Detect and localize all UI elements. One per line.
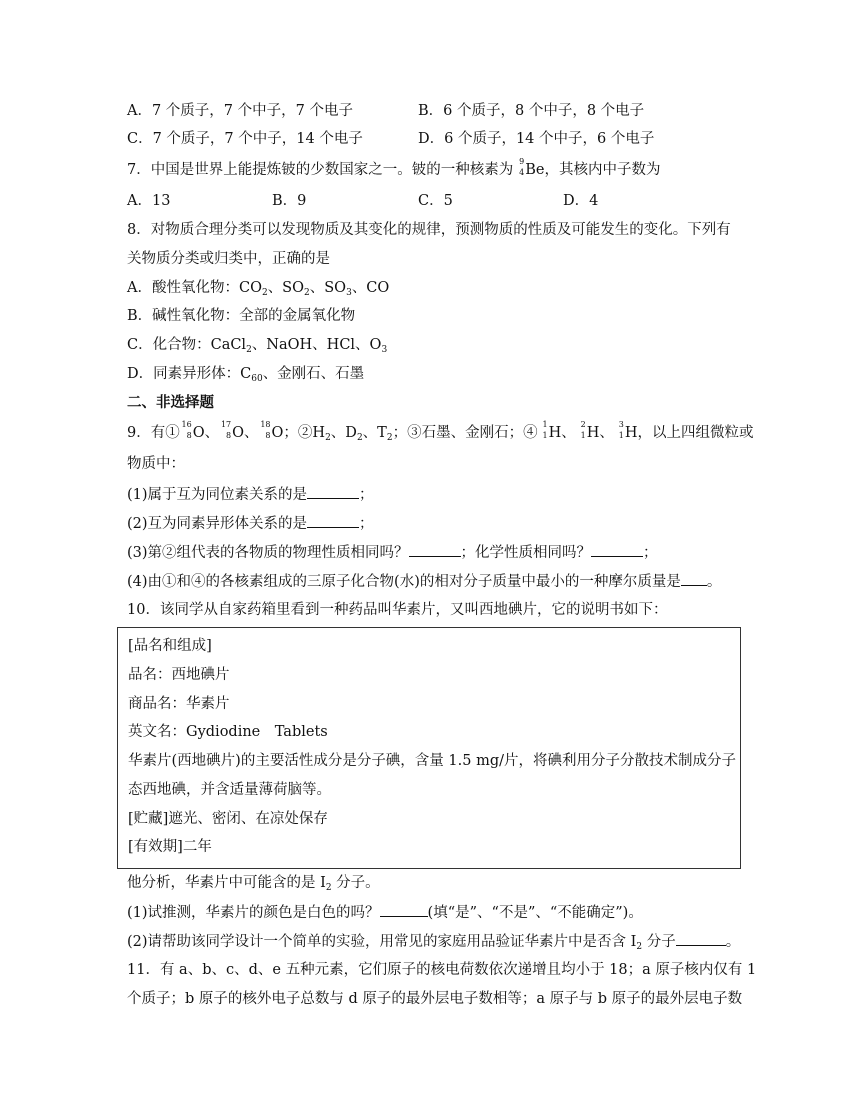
q8-a-text: 、SO: [309, 280, 347, 296]
q9-sub3: [127, 542, 658, 563]
answer-blank[interactable]: [676, 931, 726, 946]
answer-blank[interactable]: [591, 542, 643, 557]
subscript: 2: [246, 345, 252, 355]
q8-option-d: [127, 364, 364, 384]
mass-number: 2: [580, 420, 586, 429]
mass-number: 17: [220, 420, 232, 429]
q10-sub1-text: (1)试推测，华素片的颜色是白色的吗？: [127, 905, 380, 921]
q6-option-b: B．6 个质子，8 个中子，8 个电子: [418, 103, 645, 119]
nuclide-be: [519, 157, 545, 180]
q9-sub3-text: (3)第②组代表的各物质的物理性质相同吗？: [127, 545, 409, 561]
q8-d-text: 、金刚石、石墨: [262, 366, 365, 382]
box-line: 华素片(西地碘片)的主要活性成分是分子碘，含量 1.5 mg/片，将碘利用分子分散技术制成分子: [128, 753, 737, 769]
box-line: 商品名：华素片: [128, 696, 230, 712]
separator: 、: [599, 425, 614, 441]
box-line: [贮藏]遮光、密闭、在凉处保存: [128, 811, 328, 827]
q8-option-a: [127, 278, 389, 298]
subscript: 2: [356, 433, 363, 443]
subscript: 2: [636, 942, 643, 952]
q10-sub1: [127, 902, 643, 923]
element-symbol: O: [192, 425, 205, 441]
subscript: 60: [251, 374, 263, 384]
q9-sub1-text: (1)属于互为同位素关系的是: [127, 487, 308, 503]
q10-stem: 10．该同学从自家药箱里看到一种药品叫华素片，又叫西地碘片，它的说明书如下：: [127, 602, 668, 618]
q9-text: 、D: [330, 425, 357, 441]
q9-sub2-text: (2)互为同素异形体关系的是: [127, 516, 308, 532]
q9-sub4: [127, 571, 721, 592]
q8-c-text: 、NaOH、HCl、O: [251, 337, 382, 353]
box-line: [品名和组成]: [128, 638, 212, 654]
box-line: [有效期]二年: [128, 839, 212, 855]
q10-analysis-text: 分子。: [331, 875, 380, 891]
answer-blank[interactable]: [307, 513, 359, 528]
element-symbol: O: [232, 425, 245, 441]
q7-option-d: D．4: [563, 193, 599, 209]
q9-sub2: [127, 513, 374, 534]
subscript: 3: [346, 288, 352, 298]
q10-analysis: [127, 873, 380, 893]
subscript: 2: [261, 288, 268, 298]
mass-number: 1: [542, 420, 548, 429]
atomic-number: 8: [186, 431, 192, 440]
atomic-number: 8: [226, 431, 232, 440]
q9-sub1: [127, 484, 374, 505]
q9-sub4-end: 。: [706, 574, 722, 590]
section-heading: 二、非选择题: [127, 394, 214, 411]
q7-option-b: B．9: [272, 193, 307, 209]
q7-option-a: A．13: [127, 193, 171, 209]
element-symbol: H: [548, 425, 562, 441]
q9-stem-line2: 物质中：: [127, 456, 185, 472]
q9-stem: [127, 420, 754, 443]
element-symbol: Be: [525, 162, 545, 178]
separator: 、: [204, 425, 220, 441]
atomic-number: 1: [542, 431, 548, 440]
q7-stem-tail: ，其核内中子数为: [544, 162, 661, 178]
nuclide-o16: [181, 420, 205, 443]
element-symbol: H: [586, 425, 600, 441]
q8-a-text: 、SO: [267, 280, 305, 296]
q9-text: 9．有①: [127, 425, 180, 441]
q8-stem-line1: 8．对物质合理分类可以发现物质及其变化的规律，预测物质的性质及可能发生的变化。下列有: [127, 222, 731, 238]
box-line: 品名：西地碘片: [128, 667, 230, 683]
subscript: 2: [386, 433, 393, 443]
q11-line1: 11．有 a、b、c、d、e 五种元素，它们原子的核电荷数依次递增且均小于 18；a 原子核内仅有 1: [127, 962, 757, 978]
box-line: 英文名：Gydiodine Tablets: [128, 724, 328, 740]
separator: 、: [561, 425, 576, 441]
q6-option-c: C．7 个质子，7 个中子，14 个电子: [127, 131, 363, 147]
q8-a-text: A．酸性氧化物：CO: [127, 280, 262, 296]
nuclide-o17: [220, 420, 245, 443]
q10-sub1-text: (填“是”、“不是”、“不能确定”)。: [427, 905, 643, 921]
q7-stem-text: 7．中国是世界上能提炼铍的少数国家之一。铍的一种核素为: [127, 162, 514, 178]
answer-blank[interactable]: [307, 484, 359, 499]
nuclide-h1: [542, 420, 562, 443]
atomic-number: 8: [265, 431, 271, 440]
q11-line2: 个质子；b 原子的核外电子总数与 d 原子的最外层电子数相等；a 原子与 b 原子的最外层电子数: [127, 991, 743, 1007]
q9-text: 、T: [362, 425, 387, 441]
q7-option-c: C．5: [418, 193, 453, 209]
instruction-box: [117, 627, 741, 869]
subscript: 2: [325, 883, 332, 893]
q8-a-text: 、CO: [351, 280, 390, 296]
atomic-number: 4: [519, 168, 525, 177]
q8-stem-line2: 关物质分类或归类中，正确的是: [127, 251, 330, 267]
q9-sub3-text: ；化学性质相同吗？: [460, 545, 592, 561]
atomic-number: 1: [618, 431, 624, 440]
q8-option-b: B．碱性氧化物：全部的金属氧化物: [127, 308, 356, 324]
q8-option-c: [127, 335, 387, 355]
q6-option-a: A．7 个质子，7 个中子，7 个电子: [127, 103, 353, 119]
subscript: 2: [304, 288, 310, 298]
q9-sub1-end: ；: [359, 487, 374, 503]
mass-number: 16: [181, 420, 192, 429]
q8-d-text: D．同素异形体：C: [127, 366, 252, 382]
answer-blank[interactable]: [681, 571, 707, 586]
mass-number: 9: [519, 157, 525, 166]
q9-sub4-text: (4)由①和④的各核素组成的三原子化合物(水)的相对分子质量中最小的一种摩尔质量是: [127, 574, 681, 590]
nuclide-h3: [618, 420, 638, 443]
q9-text: ；③石墨、金刚石；④: [392, 425, 538, 441]
separator: 、: [244, 425, 259, 441]
nuclide-h2: [580, 420, 600, 443]
q8-c-text: C．化合物：CaCl: [127, 337, 247, 353]
atomic-number: 1: [580, 431, 586, 440]
q10-sub2-text: (2)请帮助该同学设计一个简单的实验，用常见的家庭用品验证华素片中是否含 I: [127, 934, 637, 950]
q9-sub2-end: ；: [359, 516, 374, 532]
mass-number: 18: [260, 420, 271, 429]
mass-number: 3: [618, 420, 624, 429]
q10-sub2-text: 分子: [642, 934, 676, 950]
element-symbol: H: [624, 425, 638, 441]
q7-stem: [127, 157, 661, 180]
q9-text: ；②H: [283, 425, 326, 441]
subscript: 3: [381, 345, 388, 355]
q9-sub3-end: ；: [643, 545, 658, 561]
subscript: 2: [325, 433, 331, 443]
element-symbol: O: [271, 425, 284, 441]
box-line: 态西地碘，并含适量薄荷脑等。: [128, 782, 331, 798]
answer-blank[interactable]: [380, 902, 428, 917]
q6-option-d: D．6 个质子，14 个中子，6 个电子: [418, 131, 655, 147]
q9-text: ，以上四组微粒或: [637, 425, 754, 441]
q10-sub2-end: 。: [725, 934, 741, 950]
q10-sub2: [127, 931, 740, 952]
q10-analysis-text: 他分析，华素片中可能含的是 I: [127, 875, 326, 891]
nuclide-o18: [260, 420, 284, 443]
answer-blank[interactable]: [409, 542, 461, 557]
